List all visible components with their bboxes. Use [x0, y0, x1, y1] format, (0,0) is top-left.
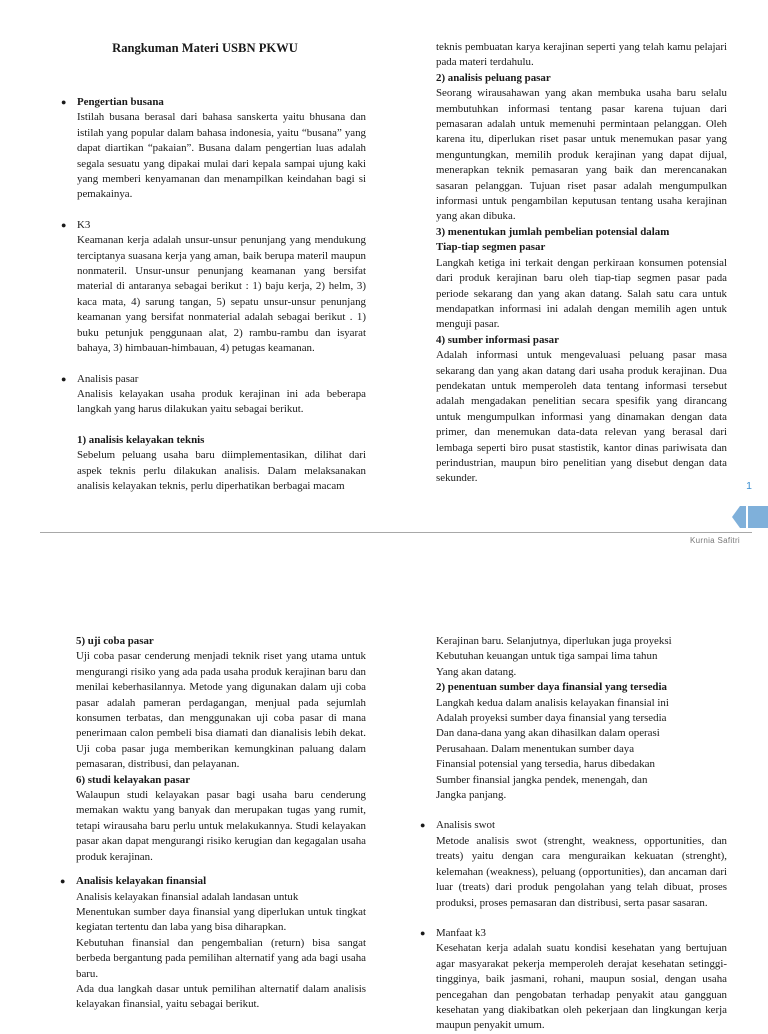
- page-title: Rangkuman Materi USBN PKWU: [112, 41, 298, 55]
- subsection-text: Dan dana-dana yang akan dihasilkan dalam operasi: [436, 727, 660, 740]
- section-text: Istilah busana berasal dari bahasa sanskerta yaitu bhusana dan istilah yang popular dalam bahasa indonesia, yaitu “busana” yang dapat diartikan “pakaian”. Busana dalam pengertian luas adalah segala sesuatu yang dipakai mulai dari kepala sampai ujung kaki yang memberi kenyamanan dan menampilkan keindahan bagi si pemakainya.: [77, 111, 366, 201]
- section-text: Metode analisis swot (strenght, weakness, opportunities, dan treats) yaitu dengan cara menguraikan kekuatan (strenght), kelemahan (weakness), peluang (opportunities), dan ancaman dari luar (treats) dari produk pengolahan yang telah dibuat, proses produksi, proses pemasaran dan distribusi, serta pasar sasaran.: [436, 834, 727, 909]
- section-text: Menentukan sumber daya finansial yang diperlukan untuk tingkat kegiatan tertentu dan laba yang bisa diharapkan.: [76, 905, 366, 934]
- section-text: Keamanan kerja adalah unsur-unsur penunjang yang mendukung terciptanya suasana kerja yang aman, baik berupa materil maupun nonmateril. Unsur-unsur penunjang keamanan yang bersifat material di antaranya sebagai berikut : 1) baju kerja, 2) helm, 3) kaca mata, 4) sarung tangan, 5) sepatu unsur-unsur penunjang keamanan yang bersifat nonmaterial adalah sebagai berikut . 1) buku petunjuk penggunaan alat, 2) rambu-rambu dan isyarat bahaya, 3) himbauan-himbauan, 4) petugas keamanan.: [77, 234, 366, 355]
- subsection-text: Finansial potensial yang tersedia, harus dibedakan: [436, 758, 655, 771]
- bullet-icon: ●: [420, 927, 426, 938]
- footer-author: Kurnia Safitri: [690, 536, 740, 545]
- section-text: Kesehatan kerja adalah suatu kondisi kesehatan yang bertujuan agar masyarakat pekerja memperoleh derajat kesehatan setinggi-tingginya, baik jasmani, rohani, maupun sosial, dengan usaha pencegahan dan pengobatan terhadap penyakit atau gangguan kesehatan yang diakibatkan oleh pekerjaan dan lingkungan kerja maupun penyakit umum.: [436, 942, 727, 1032]
- section-text: Kebutuhan finansial dan pengembalian (return) bisa sangat berbeda bergantung pada pemilihan alternatif yang ada bagi usaha baru.: [76, 936, 366, 980]
- subsection-heading: 1) analisis kelayakan teknis: [77, 433, 205, 446]
- section-analisis-pasar: [61, 372, 366, 495]
- bullet-icon: ●: [61, 373, 67, 384]
- subsection-text: Adalah informasi untuk mengevaluasi peluang pasar masa sekarang dan yang akan datang dari usaha produk kerajinan. Dua pendekatan untuk memperoleh data tentang informasi tersebut adalah mengadakan penelitian secara spesifik yang dirancang untuk mengumpulkan informasi yang dinamakan dengan data primer, dan menemukan data-data relevan yang berasal dari lembaga seperti biro pusat stastistik, kantor dinas pariwisata dan perindustrian, maupun biro penelitian yang disebut dengan data sekunder.: [436, 349, 727, 485]
- subsection-text: Walaupun studi kelayakan pasar bagi usaha baru cenderung memakan waktu yang banyak dan merupakan tugas yang rumit, tetapi wirausaha baru perlu untuk melakukannya. Studi kelayakan pasar akan dapat mengurangi risiko kerugian dan kegagalan usaha produk kerajinan.: [76, 789, 366, 863]
- bullet-icon: ●: [61, 97, 67, 107]
- subsection-text: Langkah ketiga ini terkait dengan perkiraan konsumen potensial dari produk kerajinan baru oleh tiap-tiap segmen pasar pada periode sekarang dan yang akan datang. Salah satu cara untuk mendapatkan informasi ini adalah dengan memilih agen untuk menguji pasar.: [436, 256, 727, 331]
- subsection-heading: Tiap-tiap segmen pasar: [436, 241, 546, 254]
- section-analisis-swot: [420, 818, 727, 910]
- section-text: Ada dua langkah dasar untuk pemilihan alternatif dalam analisis kelayakan finansial, yaitu sebagai berikut.: [76, 982, 366, 1011]
- right-column-page-2: [420, 634, 727, 1034]
- subsection-text: Adalah proyeksi sumber daya finansial yang tersedia: [436, 712, 667, 725]
- subsection-heading: 3) menentukan jumlah pembelian potensial dalam: [436, 225, 670, 238]
- page-2: [0, 548, 768, 1032]
- page-number: 1: [746, 480, 752, 492]
- subsection-heading: 6) studi kelayakan pasar: [76, 773, 191, 786]
- subsection-text: Sumber finansial jangka pendek, menengah, dan: [436, 773, 648, 786]
- section-heading: K3: [77, 218, 91, 231]
- subsection-text: Sebelum peluang usaha baru diimplementasikan, dilihat dari aspek teknis perlu dilakukan analisis. Dalam melaksanakan analisis kelayakan teknis, perlu diperhatikan berbagai macam: [77, 449, 366, 492]
- bullet-icon: ●: [60, 876, 66, 887]
- section-analisis-kelayakan-finansial: [60, 874, 366, 1013]
- subsection-text: Perusahaan. Dalam menentukan sumber daya: [436, 742, 635, 755]
- section-heading: Analisis swot: [436, 819, 495, 832]
- continued-text: Kerajinan baru. Selanjutnya, diperlukan juga proyeksi: [436, 635, 672, 647]
- section-k3: [61, 218, 366, 357]
- subsection-heading: 2) penentuan sumber daya finansial yang tersedia: [436, 681, 667, 694]
- continued-text: Kebutuhan keuangan untuk tiga sampai lima tahun: [436, 650, 658, 663]
- subsection-heading: 5) uji coba pasar: [76, 635, 154, 647]
- bullet-icon: ●: [420, 820, 426, 831]
- section-heading: Analisis pasar: [77, 372, 139, 385]
- right-column-page-1: [436, 40, 727, 487]
- continued-text: teknis pembuatan karya kerajinan seperti yang telah kamu pelajari pada materi terdahulu.: [436, 41, 727, 69]
- section-pengertian-busana: [61, 95, 366, 203]
- page-tab-icon: [732, 506, 768, 528]
- section-text: Analisis kelayakan finansial adalah landasan untuk: [76, 890, 299, 903]
- section-heading: Analisis kelayakan finansial: [76, 875, 207, 888]
- left-column-page-2: [60, 634, 366, 1013]
- subsection-text: Jangka panjang.: [436, 789, 507, 802]
- section-text: Analisis kelayakan usaha produk kerajinan ini ada beberapa langkah yang harus dilakukan yaitu sebagai berikut.: [77, 387, 366, 416]
- left-column-page-1: [61, 95, 366, 494]
- subsection-text: Langkah kedua dalam analisis kelayakan finansial ini: [436, 696, 669, 709]
- subsection-text: Seorang wirausahawan yang akan membuka usaha baru selalu membutuhkan informasi tentang pasar karena tujuan dari pemasaran adalah untuk memenuhi permintaan pelanggan. Oleh karena itu, diperlukan riset pasar untuk menemukan pasar yang menguntungkan, memilih produk kerajinan yang dapat dijual, menerapkan teknik pemasaran yang baik dan merencanakan sasaran pelanggan. Tujuan riset pasar adalah mengumpulkan informasi untuk pengambilan keputusan tentang usaha kerajinan yang akan dibuka.: [436, 87, 727, 223]
- section-heading: Manfaat k3: [436, 926, 486, 939]
- subsection-text: Uji coba pasar cenderung menjadi teknik riset yang utama untuk mengurangi risiko yang ada pada usaha produk kerajinan baru dan menilai keberhasilannya. Metode yang digunakan dalam uji coba pasar adalah pameran perdagangan, menjual pada sejumlah konsumen terbatas, dan menggunakan uji coba pasar di mana penerimaan calon pembeli bisa diamati dan dianalisis lebih dekat. Uji coba pasar juga memberikan kemungkinan paluang dalam pemasaran, distribusi, dan pelayanan.: [76, 650, 366, 771]
- subsection-heading: 2) analisis peluang pasar: [436, 71, 551, 84]
- footer-rule: [40, 532, 752, 533]
- continued-text: Yang akan datang.: [436, 665, 517, 678]
- section-heading: Pengertian busana: [77, 96, 164, 108]
- section-manfaat-k3: [420, 926, 727, 1034]
- subsection-heading: 4) sumber informasi pasar: [436, 333, 559, 346]
- bullet-icon: ●: [61, 219, 67, 230]
